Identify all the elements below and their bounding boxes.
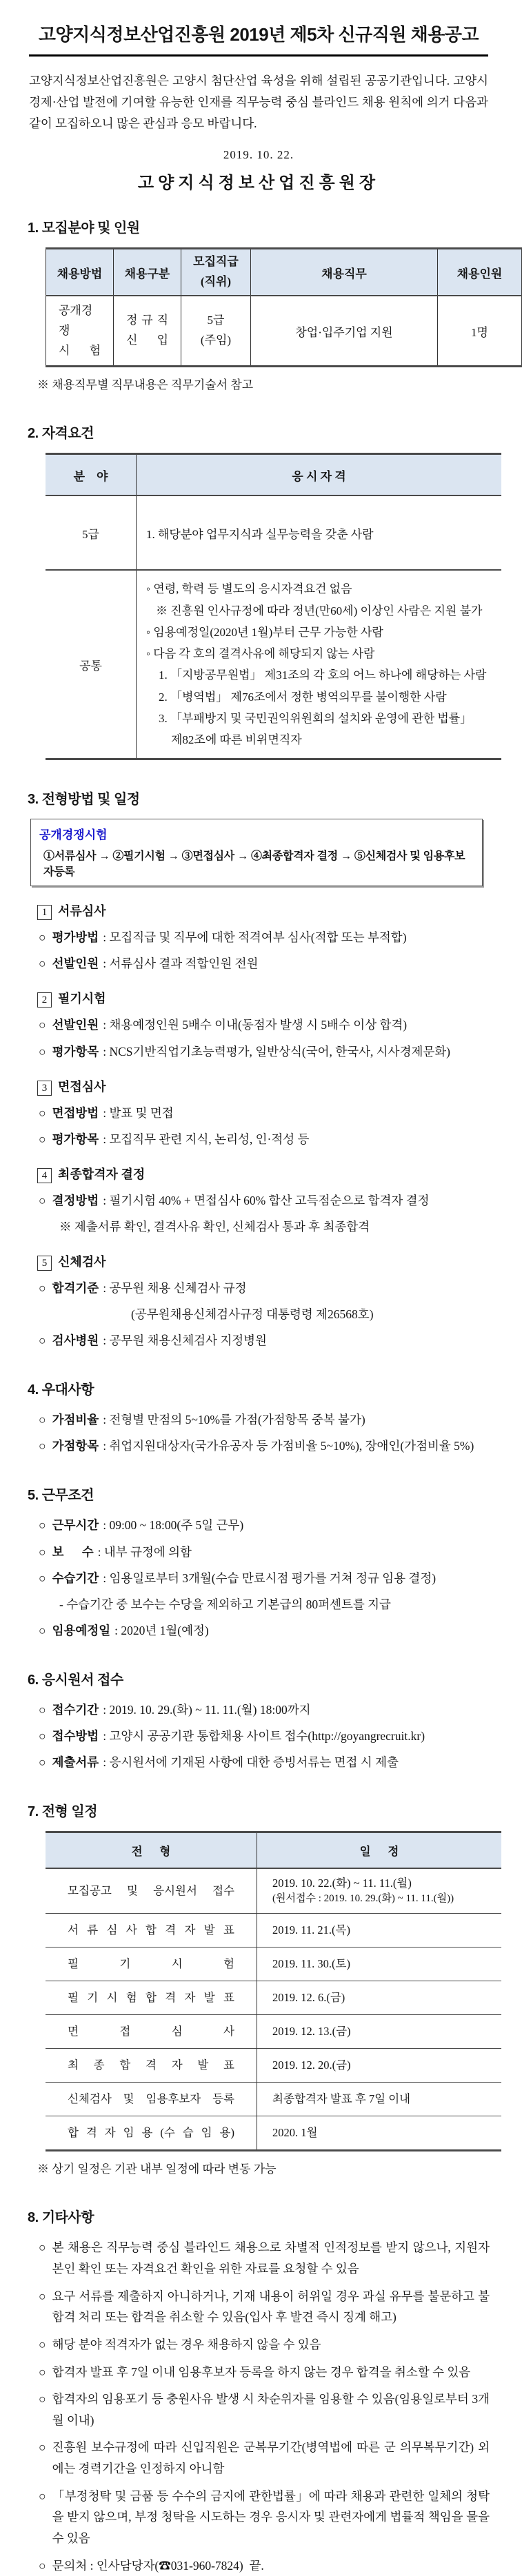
circle-bullet: ○ bbox=[39, 2289, 46, 2303]
signer-name: 고양지식정보산업진흥원장 bbox=[137, 174, 380, 193]
circle-bullet: ○ bbox=[39, 1281, 46, 1296]
subsection-2-number: 2 bbox=[37, 992, 52, 1008]
title-divider bbox=[29, 54, 488, 57]
col-header-method: 채용방법 bbox=[46, 249, 114, 296]
circle-bullet: ○ bbox=[39, 1333, 46, 1348]
col-header-field: 분 야 bbox=[46, 454, 137, 496]
circle-bullet: ○ bbox=[39, 1439, 46, 1453]
section-8-heading: 8. 기타사항 bbox=[28, 2210, 94, 2226]
recruitment-table bbox=[46, 247, 522, 367]
list-item: ○ 수습기간 : 임용일로부터 3개월(수습 만료시점 평가를 거쳐 정규 임용 결정) bbox=[39, 1568, 490, 1588]
circle-bullet: ○ bbox=[39, 1518, 46, 1533]
misc-item: ○ 진흥원 보수규정에 따라 신입직원은 군복무기간(병역법에 따른 군 의무복무기간) 외에는 경력기간을 인정하지 아니함 bbox=[39, 2437, 490, 2479]
schedule-row bbox=[46, 2083, 501, 2116]
probation-pay-note: - 수습기간 중 보수는 수당을 제외하고 기본급의 80퍼센트를 지급 bbox=[59, 1597, 391, 1611]
list-item: ○ 면접방법 : 발표 및 면접 bbox=[39, 1103, 490, 1123]
schedule-date: 2019. 12. 6.(금) bbox=[257, 1981, 502, 2015]
schedule-row bbox=[46, 2015, 501, 2049]
col-header-qualification: 응 시 자 격 bbox=[137, 454, 502, 496]
subsection-5-title: 5 신체검사 bbox=[37, 1252, 490, 1271]
schedule-row bbox=[46, 1948, 501, 1981]
qualification-table bbox=[46, 453, 501, 760]
schedule-stage: 신체검사 및 임용후보자 등록 bbox=[46, 2083, 257, 2116]
schedule-note: ※ 상기 일정은 기관 내부 일정에 따라 변동 가능 bbox=[37, 2163, 277, 2176]
circle-bullet: ○ bbox=[39, 1729, 46, 1744]
qualification-row-common bbox=[46, 570, 501, 759]
circle-bullet: ○ bbox=[39, 1544, 46, 1559]
subsection-3-title: 3 면접심사 bbox=[37, 1077, 490, 1096]
schedule-date: 2019. 12. 13.(금) bbox=[257, 2015, 502, 2049]
schedule-row bbox=[46, 2049, 501, 2083]
circle-bullet: ○ bbox=[39, 957, 46, 971]
schedule-date: 최종합격자 발표 후 7일 이내 bbox=[257, 2083, 502, 2116]
schedule-table bbox=[46, 1831, 501, 2151]
cell-qualification-common: ◦ 연령, 학력 등 별도의 응시자격요건 없음 ※ 진흥원 인사규정에 따라 정년(만60세) 이상인 사람은 지원 불가 ◦ 임용예정일(2020년 1월)부터 근무 가능한 사람 ◦ 다음 각 호의 결격사유에 해당되지 않는 사람 1. 「지방공무원법」 제31조의 각 호의 어느 하나에 해당하는 사람 2. 「병역법」 제76조에서 정한 병역의무를 불이행한 사람 3. 「부패방지 및 국민권익위원회의 설치와 운영에 관한 법률」 제82조에 따른 비위면직자 bbox=[146, 582, 487, 747]
cell-qualification-grade5: 1. 해당분야 업무지식과 실무능력을 갖춘 사람 bbox=[137, 495, 502, 570]
schedule-date: 2020. 1월 bbox=[257, 2116, 502, 2151]
list-item: ○ 검사병원 : 공무원 채용신체검사 지정병원 bbox=[39, 1330, 490, 1351]
list-item: ○ 임용예정일 : 2020년 1월(예정) bbox=[39, 1620, 490, 1641]
list-item: ○ 결정방법 : 필기시험 40% + 면접심사 60% 합산 고득점순으로 합격자 결정 bbox=[39, 1190, 490, 1211]
flow-box-steps: ①서류심사 → ②필기시험 → ③면접심사 → ④최종합격자 결정 → ⑤신체검사 및 임용후보자등록 bbox=[43, 850, 465, 879]
recruitment-table-row bbox=[46, 296, 522, 367]
schedule-stage: 합 격 자 임 용 (수 습 임 용) bbox=[46, 2116, 257, 2151]
schedule-stage: 최 종 합 격 자 발 표 bbox=[46, 2049, 257, 2083]
subsection-2-title: 2 필기시험 bbox=[37, 989, 490, 1008]
list-item: ○ 제출서류 : 응시원서에 기재된 사항에 대한 증빙서류는 면접 시 제출 bbox=[39, 1752, 490, 1772]
list-item: ○ 근무시간 : 09:00 ~ 18:00(주 5일 근무) bbox=[39, 1515, 490, 1535]
circle-bullet: ○ bbox=[39, 1044, 46, 1059]
circle-bullet: ○ bbox=[39, 1623, 46, 1637]
cell-grade: 5급 (주임) bbox=[181, 296, 251, 367]
recruitment-table-note: ※ 채용직무별 직무내용은 직무기술서 참고 bbox=[37, 378, 254, 392]
page-title: 고양지식정보산업진흥원 2019년 제5차 신규직원 채용공고 bbox=[38, 24, 479, 45]
circle-bullet: ○ bbox=[39, 1105, 46, 1120]
list-item: ○ 가점비율 : 전형별 만점의 5~10%를 가점(가점항목 중복 불가) bbox=[39, 1409, 490, 1430]
misc-item: ○ 요구 서류를 제출하지 아니하거나, 기재 내용이 허위일 경우 과실 유무를 불문하고 불합격 처리 또는 합격을 취소할 수 있음(입사 후 발견 즉시 징계 해고) bbox=[39, 2286, 490, 2328]
cell-method: 공개경쟁 시 험 bbox=[46, 296, 114, 367]
circle-bullet: ○ bbox=[39, 1571, 46, 1585]
circle-bullet: ○ bbox=[39, 1755, 46, 1770]
section-5-heading: 5. 근무조건 bbox=[28, 1488, 94, 1504]
cell-field-grade5: 5급 bbox=[46, 495, 137, 570]
section-2-heading: 2. 자격요건 bbox=[28, 426, 94, 442]
circle-bullet: ○ bbox=[39, 2488, 46, 2503]
circle-bullet: ○ bbox=[39, 1132, 46, 1146]
schedule-table-header-row bbox=[46, 1832, 501, 1869]
schedule-date: 2019. 11. 30.(토) bbox=[257, 1948, 502, 1981]
qualification-table-header-row bbox=[46, 454, 501, 496]
schedule-stage: 모집공고 및 응시원서 접수 bbox=[46, 1868, 257, 1914]
schedule-date: 2019. 10. 22.(화) ~ 11. 11.(월) (원서접수 : 2019. 10. 29.(화) ~ 11. 11.(월)) bbox=[257, 1868, 502, 1914]
flow-box-title: 공개경쟁시험 bbox=[39, 828, 108, 842]
schedule-row bbox=[46, 1914, 501, 1948]
circle-bullet: ○ bbox=[39, 2240, 46, 2255]
schedule-date: 2019. 12. 20.(금) bbox=[257, 2049, 502, 2083]
recruitment-table-header-row bbox=[46, 249, 522, 296]
circle-bullet: ○ bbox=[39, 1413, 46, 1427]
subsection-1-number: 1 bbox=[37, 905, 52, 920]
schedule-date: 2019. 11. 21.(목) bbox=[257, 1914, 502, 1948]
list-item: ○ 평가항목 : NCS기반직업기초능력평가, 일반상식(국어, 한국사, 시사경제문화) bbox=[39, 1041, 490, 1062]
intro-paragraph: 고양지식정보산업진흥원은 고양시 첨단산업 육성을 위해 설립된 공공기관입니다. 고양시 경제·산업 발전에 기여할 유능한 인재를 직무능력 중심 블라인드 채용 원칙에 의거 다음과 같이 모집하오니 많은 관심과 응모 바랍니다. bbox=[29, 74, 488, 131]
list-item: ○ 평가항목 : 모집직무 관련 지식, 논리성, 인·적성 등 bbox=[39, 1129, 490, 1149]
subsection-5-number: 5 bbox=[37, 1256, 52, 1271]
misc-item: ○ 합격자 발표 후 7일 이내 임용후보자 등록을 하지 않는 경우 합격을 취소할 수 있음 bbox=[39, 2362, 490, 2383]
subsection-4-number: 4 bbox=[37, 1168, 52, 1183]
subsection-1-title: 1 서류심사 bbox=[37, 901, 490, 920]
circle-bullet: ○ bbox=[39, 2558, 46, 2573]
circle-bullet: ○ bbox=[39, 2440, 46, 2455]
list-item: ○ 접수기간 : 2019. 10. 29.(화) ~ 11. 11.(월) 18:00까지 bbox=[39, 1699, 490, 1720]
schedule-stage: 필 기 시 험 bbox=[46, 1948, 257, 1981]
section-1-heading: 1. 모집분야 및 인원 bbox=[28, 221, 140, 236]
misc-item: ○ 해당 분야 적격자가 없는 경우 채용하지 않을 수 있음 bbox=[39, 2334, 490, 2355]
col-header-count: 채용인원 bbox=[438, 249, 522, 296]
schedule-stage: 서 류 심 사 합 격 자 발 표 bbox=[46, 1914, 257, 1948]
schedule-row bbox=[46, 1981, 501, 2015]
process-flow-box bbox=[30, 819, 483, 886]
list-item: ○ 선발인원 : 채용예정인원 5배수 이내(동점자 발생 시 5배수 이상 합격) bbox=[39, 1014, 490, 1035]
circle-bullet: ○ bbox=[39, 1193, 46, 1207]
list-item: ○ 선발인원 : 서류심사 결과 적합인원 전원 bbox=[39, 953, 490, 974]
announcement-date: 2019. 10. 22. bbox=[223, 148, 294, 162]
list-item: ○ 합격기준 : 공무원 채용 신체검사 규정 bbox=[39, 1278, 490, 1298]
misc-item: ○ 「부정청탁 및 금품 등 수수의 금지에 관한법률」에 따라 채용과 관련한 일체의 청탁을 받지 않으며, 부정 청탁을 시도하는 경우 응시자 및 관련자에게 법률적 책임을 물을 수 있음 bbox=[39, 2486, 490, 2549]
section-6-heading: 6. 응시원서 접수 bbox=[28, 1672, 123, 1688]
list-item: ○ 평가방법 : 모집직급 및 직무에 대한 적격여부 심사(적합 또는 부적합) bbox=[39, 927, 490, 948]
regulation-reference: (공무원채용신체검사규정 대통령령 제26568호) bbox=[131, 1307, 374, 1322]
cell-category: 정 규 직 신 입 bbox=[114, 296, 181, 367]
final-pass-note: ※ 제출서류 확인, 결격사유 확인, 신체검사 통과 후 최종합격 bbox=[59, 1219, 370, 1234]
circle-bullet: ○ bbox=[39, 1018, 46, 1032]
schedule-stage: 필 기 시 험 합 격 자 발 표 bbox=[46, 1981, 257, 2015]
misc-item: ○ 본 채용은 직무능력 중심 블라인드 채용으로 차별적 인적정보를 받지 않으나, 지원자 본인 확인 또는 자격요건 확인을 위한 자료를 요청할 수 있음 bbox=[39, 2237, 490, 2279]
section-7-heading: 7. 전형 일정 bbox=[28, 1804, 98, 1820]
circle-bullet: ○ bbox=[39, 2392, 46, 2406]
schedule-stage: 면 접 심 사 bbox=[46, 2015, 257, 2049]
cell-field-common: 공통 bbox=[46, 570, 137, 759]
circle-bullet: ○ bbox=[39, 930, 46, 945]
section-4-heading: 4. 우대사항 bbox=[28, 1382, 94, 1398]
misc-item contact-line: ○ 문의처 : 인사담당자(☎031-960-7824) 끝. bbox=[39, 2555, 490, 2576]
subsection-4-title: 4 최종합격자 결정 bbox=[37, 1165, 490, 1183]
circle-bullet: ○ bbox=[39, 2337, 46, 2351]
list-item: ○ 접수방법 : 고양시 공공기관 통합채용 사이트 접수(http://goyangrecruit.kr) bbox=[39, 1726, 490, 1746]
list-item: ○ 보 수 : 내부 규정에 의함 bbox=[39, 1542, 490, 1562]
schedule-row bbox=[46, 2116, 501, 2151]
col-header-category: 채용구분 bbox=[114, 249, 181, 296]
circle-bullet: ○ bbox=[39, 2364, 46, 2379]
col-header-duty: 채용직무 bbox=[251, 249, 438, 296]
col-header-grade: 모집직급 (직위) bbox=[181, 249, 251, 296]
schedule-row bbox=[46, 1868, 501, 1914]
section-3-heading: 3. 전형방법 및 일정 bbox=[28, 792, 140, 808]
qualification-row-grade5 bbox=[46, 495, 501, 570]
col-header-date: 일 정 bbox=[257, 1832, 502, 1869]
misc-item: ○ 합격자의 임용포기 등 충원사유 발생 시 차순위자를 임용할 수 있음(임용일로부터 3개월 이내) bbox=[39, 2389, 490, 2431]
list-item: ○ 가점항목 : 취업지원대상자(국가유공자 등 가점비율 5~10%), 장애인(가점비율 5%) bbox=[39, 1435, 490, 1456]
col-header-stage: 전 형 bbox=[46, 1832, 257, 1869]
circle-bullet: ○ bbox=[39, 1702, 46, 1717]
cell-count: 1명 bbox=[438, 296, 522, 367]
cell-duty: 창업·입주기업 지원 bbox=[251, 296, 438, 367]
subsection-3-number: 3 bbox=[37, 1081, 52, 1096]
